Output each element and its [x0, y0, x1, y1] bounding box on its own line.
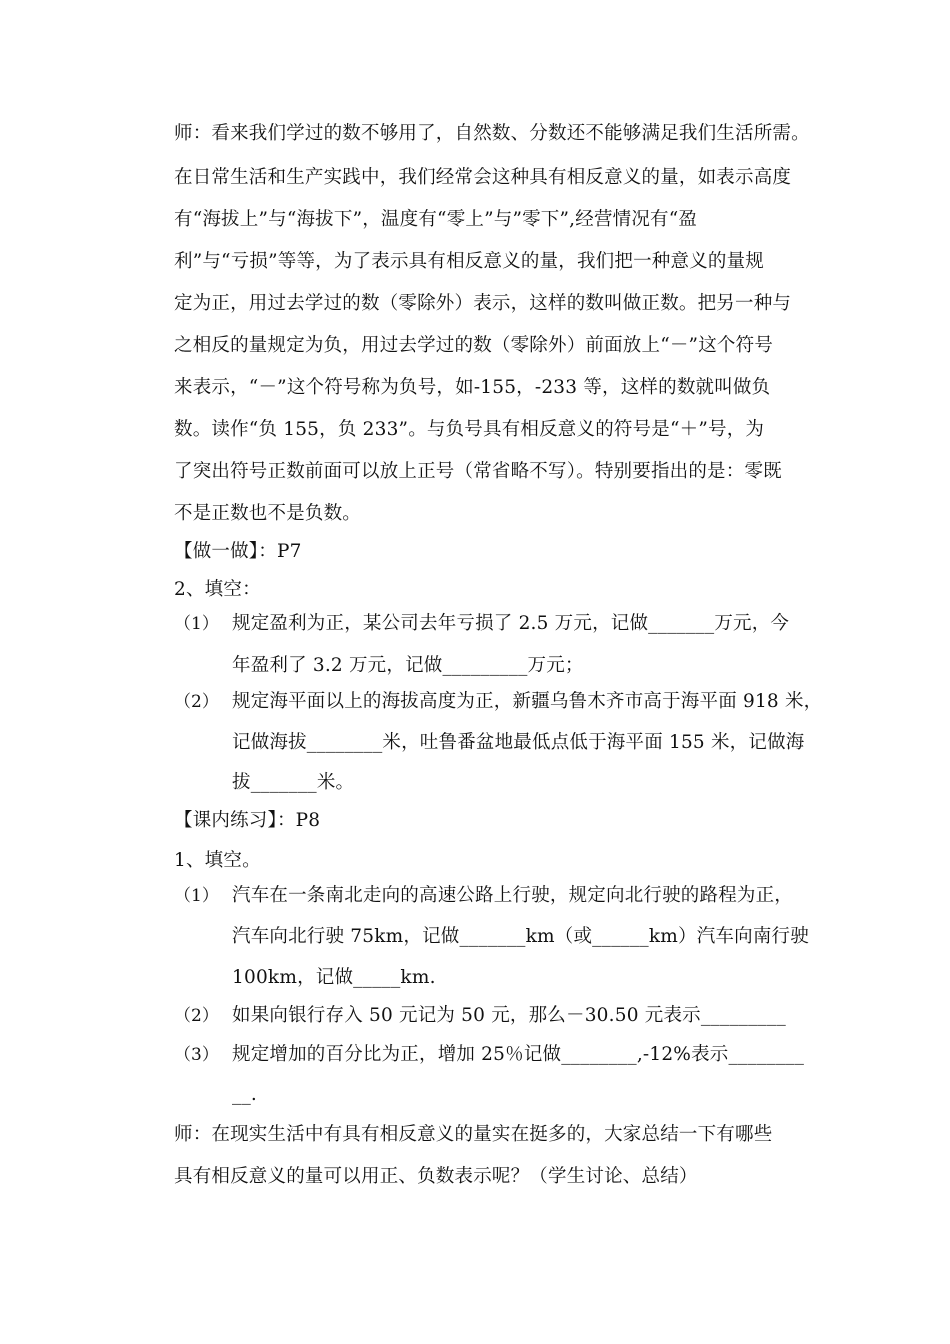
section-heading: 【做一做】：P7 — [174, 541, 302, 562]
intro-line: 利”与“亏损”等等，为了表示具有相反意义的量，我们把一种意义的量规 — [174, 251, 764, 272]
intro-line: 有“海拔上”与“海拔下”，温度有“零上”与”零下”,经营情况有“盈 — [174, 209, 698, 230]
closing-line: 具有相反意义的量可以用正、负数表示呢？（学生讨论、总结） — [174, 1166, 698, 1187]
exercise-line: 年盈利了 3.2 万元，记做_________万元； — [232, 655, 584, 676]
exercise-line: 拔_______米。 — [232, 772, 355, 793]
exercise-line: 汽车在一条南北走向的高速公路上行驶，规定向北行驶的路程为正， — [232, 885, 794, 906]
intro-line: 数。读作“负 155，负 233”。与负号具有相反意义的符号是“＋”号，为 — [174, 419, 765, 440]
exercise-number: （2） — [174, 692, 219, 712]
exercise-line: 规定海平面以上的海拔高度为正，新疆乌鲁木齐市高于海平面 918 米， — [232, 691, 823, 712]
exercise-line: 规定盈利为正，某公司去年亏损了 2.5 万元，记做_______万元，今 — [232, 613, 790, 634]
intro-line: 师：看来我们学过的数不够用了，自然数、分数还不能够满足我们生活所需。 — [174, 123, 810, 144]
exercise-number: （1） — [174, 886, 219, 906]
intro-line: 了突出符号正数前面可以放上正号（常省略不写）。特别要指出的是：零既 — [174, 461, 782, 482]
intro-line: 不是正数也不是负数。 — [174, 503, 362, 524]
section-heading: 【课内练习】：P8 — [174, 810, 321, 831]
intro-line: 在日常生活和生产实践中，我们经常会这种具有相反意义的量，如表示高度 — [174, 167, 792, 188]
exercise-line: 规定增加的百分比为正，增加 25％记做________,-12%表示________ — [232, 1044, 805, 1065]
closing-line: 师：在现实生活中有具有相反意义的量实在挺多的，大家总结一下有哪些 — [174, 1124, 773, 1145]
intro-line: 定为正，用过去学过的数（零除外）表示，这样的数叫做正数。把另一种与 — [174, 293, 792, 314]
intro-line: 之相反的量规定为负，用过去学过的数（零除外）前面放上“－”这个符号 — [174, 335, 774, 356]
exercise-line: 如果向银行存入 50 元记为 50 元，那么－30.50 元表示_________ — [232, 1005, 786, 1026]
task-label: 1、填空。 — [174, 850, 261, 871]
intro-line: 来表示，“－”这个符号称为负号，如-155，-233 等，这样的数就叫做负 — [174, 377, 771, 398]
exercise-number: （1） — [174, 614, 219, 634]
exercise-line: 汽车向北行驶 75km，记做_______km（或______km）汽车向南行驶 — [232, 926, 809, 947]
exercise-number: （3） — [174, 1045, 219, 1065]
exercise-line: 记做海拔________米，吐鲁番盆地最低点低于海平面 155 米，记做海 — [232, 732, 805, 753]
exercise-number: （2） — [174, 1006, 219, 1026]
task-label: 2、填空： — [174, 579, 261, 600]
exercise-line: __. — [232, 1084, 257, 1105]
exercise-line: 100km，记做_____km. — [232, 967, 436, 988]
